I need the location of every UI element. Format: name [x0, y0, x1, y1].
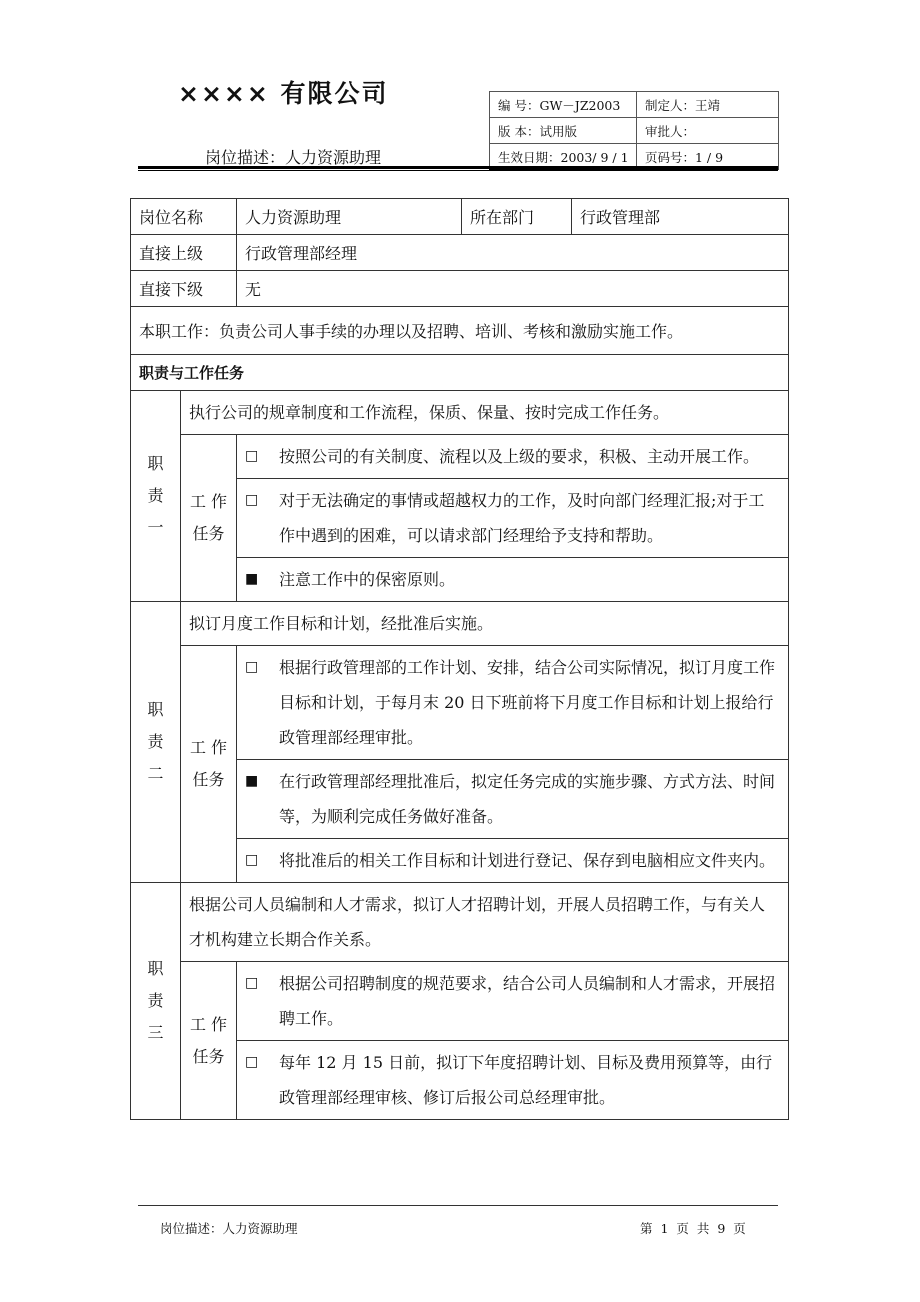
task-row [131, 435, 789, 479]
checkbox-empty-icon: □ [245, 852, 259, 868]
meta-version: 版 本：试用版 [490, 118, 637, 144]
task-text: 将批准后的相关工作目标和计划进行登记、保存到电脑相应文件夹内。 [279, 851, 776, 870]
header-rule [138, 166, 490, 171]
superior-label: 直接上级 [131, 235, 237, 271]
task-text: 每年 12 月 15 日前，拟订下年度招聘计划、目标及费用预算等，由行政管理部经理审核、修订后报公司总经理审批。 [279, 1053, 773, 1107]
footer-title: 岗位描述：人力资源助理 [160, 1221, 298, 1236]
duty-summary: 拟订月度工作目标和计划，经批准后实施。 [181, 602, 789, 646]
duty-summary: 执行公司的规章制度和工作流程，保质、保量、按时完成工作任务。 [181, 391, 789, 435]
task-label: 工 作 任务 [181, 646, 237, 883]
meta-rule [489, 166, 778, 171]
position-label: 岗位名称 [131, 199, 237, 235]
checkbox-filled-icon: ■ [245, 773, 259, 789]
task-text: 对于无法确定的事情或超越权力的工作，及时向部门经理汇报;对于工作中遇到的困难，可以请求部门经理给予支持和帮助。 [279, 491, 765, 545]
job-description-table [130, 198, 789, 1120]
task-text: 根据行政管理部的工作计划、安排，结合公司实际情况，拟订月度工作目标和计划，于每月末 20 日下班前将下月度工作目标和计划上报给行政管理部经理审批。 [279, 658, 776, 747]
footer-rule [138, 1205, 778, 1206]
checkbox-empty-icon: □ [245, 492, 259, 508]
row-position [131, 199, 789, 235]
checkbox-filled-icon: ■ [245, 571, 259, 587]
task-text: 根据公司招聘制度的规范要求，结合公司人员编制和人才需求，开展招聘工作。 [279, 974, 776, 1028]
task-text: 按照公司的有关制度、流程以及上级的要求，积极、主动开展工作。 [279, 447, 760, 466]
duty-row [131, 602, 789, 646]
checkbox-empty-icon: □ [245, 448, 259, 464]
superior-value: 行政管理部经理 [237, 235, 789, 271]
meta-effective-date: 生效日期：2003/ 9 / 1 [490, 144, 637, 170]
duty-label: 职 责 一 [131, 391, 181, 602]
row-subordinate [131, 271, 789, 307]
footer-page-number: 第 1 页 共 9 页 [640, 1221, 746, 1236]
position-value: 人力资源助理 [237, 199, 462, 235]
subordinate-value: 无 [237, 271, 789, 307]
task-text: 在行政管理部经理批准后，拟定任务完成的实施步骤、方式方法、时间等，为顺利完成任务做好准备。 [279, 772, 776, 826]
document-subtitle: 岗位描述：人力资源助理 [205, 148, 382, 167]
row-section-title [131, 355, 789, 391]
meta-page-code: 页码号：1 / 9 [637, 144, 779, 170]
section-title: 职责与工作任务 [131, 355, 789, 391]
duty-summary: 根据公司人员编制和人才需求，拟订人才招聘计划，开展人员招聘工作，与有关人才机构建立长期合作关系。 [181, 883, 789, 962]
main-job: 本职工作：负责公司人事手续的办理以及招聘、培训、考核和激励实施工作。 [131, 307, 789, 355]
checkbox-empty-icon: □ [245, 1054, 259, 1070]
company-name: ×××× 有限公司 [178, 79, 389, 108]
task-row [131, 962, 789, 1041]
task-row [131, 646, 789, 760]
meta-author: 制定人：王靖 [637, 92, 779, 118]
row-superior [131, 235, 789, 271]
task-label: 工 作 任务 [181, 962, 237, 1120]
task-text: 注意工作中的保密原则。 [279, 570, 456, 589]
duty-row [131, 883, 789, 962]
duty-label: 职 责 三 [131, 883, 181, 1120]
meta-code: 编 号：GW－JZ2003 [490, 92, 637, 118]
subordinate-label: 直接下级 [131, 271, 237, 307]
row-main-job [131, 307, 789, 355]
checkbox-empty-icon: □ [245, 659, 259, 675]
document-meta-table [489, 91, 779, 170]
dept-label: 所在部门 [462, 199, 572, 235]
task-label: 工 作 任务 [181, 435, 237, 602]
meta-approver: 审批人： [637, 118, 779, 144]
checkbox-empty-icon: □ [245, 975, 259, 991]
dept-value: 行政管理部 [572, 199, 789, 235]
duty-label: 职 责 二 [131, 602, 181, 883]
duty-row [131, 391, 789, 435]
